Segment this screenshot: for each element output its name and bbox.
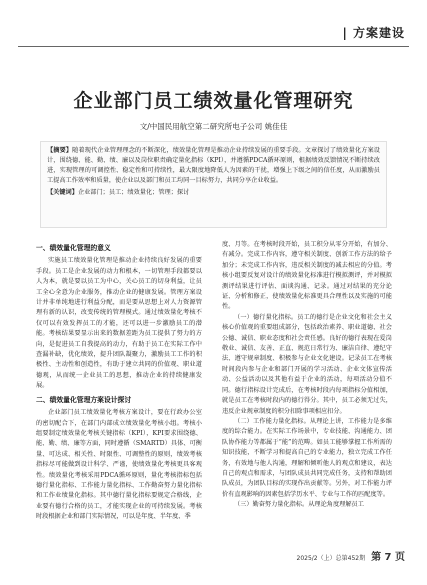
keywords xyxy=(47,188,380,198)
paragraph: （三）勤奋努力量化指标。从理论角度理解员工 xyxy=(234,501,364,509)
right-column xyxy=(222,240,392,511)
abstract-label: 【摘要】 xyxy=(47,147,73,154)
section-heading: 一、绩效量化管理的意义 xyxy=(36,244,111,252)
paragraph: 企业部门员工绩效量化考核方案设计，要在行政办公室的密切配合下，在部门内部成立绩效量化考核小组。考核小组要制定绩效量化考核关键指标（KPI），KPI要求围绕德、能、勤、绩、廉等方面，同时遵循（SMARTD）具体、可衡量、可达成、相关性、时限性、可调整性的原则，绩效考核指标尽可能做到设计科学、严谨，使绩效量化考核更具客观性。绩效量化考核采用PDCA循环原则，量化考核指标包括德行量化指标、工作能力量化指标、工作勤奋努力量化指标和工作业绩量化指标。其中德行量化指标要规定合格线，企业要有德行合格的员工，才能实现企业的可持续发展。考核时段根据企业和部门实际情况，可以是年度、半年度、季 xyxy=(36,409,202,521)
keywords-label: 【关键词】 xyxy=(47,189,78,196)
paragraph: （二）工作能力量化指标。从理论上讲，工作能力是多维度的综合能力。在实际工作场景中，专业技能、沟通能力、团队协作能力等都属于“能”的范畴。如员工能够掌握工作所需的知识技能，不断学习和提高自己的专业能力，独立完成工作任务，有效地与他人沟通，理解和倾听他人的观点和建议，表达自己的观点和需求，与团队成员共同完成任务，支持和帮助团队成员，为团队目标的实现作出贡献等。另外，对工作能力评价有直观影响的因素包括学历水平、专业与工作的匹配度等。 xyxy=(222,417,392,498)
article-title: 企业部门员工绩效量化管理研究 xyxy=(73,90,354,112)
paragraph: 度、月等。在考核时段开始，员工积分从零分开始，有加分、有减分。完成工作内容，遵守相关制度、创新工作方法的给予加分；未完成工作内容，违反相关制度的减去相应的分值。考核小组要反复对设计的绩效量化标准进行模拟测评，并对模拟测评结果进行评估、面谈沟通、记录。通过对结果的充分论证、分析和修正，使绩效量化标准更具合理性以及实施的可能性。 xyxy=(222,241,392,311)
section-tag: | 方案建设 xyxy=(342,26,405,40)
issue-info: 2025/2（上）总第452期 xyxy=(296,555,366,562)
paragraph: 实施员工绩效量化管理是推动企业持续良好发展的重要手段。员工是企业发展的动力和根本，一切管理手段都要以人为本，就是要以员工为中心，关心员工的切身利益，让员工全心全意为企业服务，推动企业的健康发展。管理方案设计并非单纯地进行利益分配，而是要从思想上对人力资源管理有新的认识，改变传统的管理模式。通过绩效量化考核不仅可以有效发挥员工的才能，还可以进一步激励员工的潜能。考核结果要显示出来的数据差距为员工提供了努力的方向，是促进员工自我提高的动力，有助于员工在实际工作中查漏补缺，优化绩效，提升团队凝聚力，激励员工工作的积极性、主动性和创造性，有助于建立共同的价值观、职业道德观，从而统一企业员工的思想，推动企业的持续健康发展。 xyxy=(36,257,202,390)
left-column xyxy=(36,240,202,523)
abstract-box xyxy=(40,141,387,228)
abstract-text xyxy=(47,146,380,186)
section-heading: 二、绩效量化管理方案设计探讨 xyxy=(36,395,132,404)
page-footer xyxy=(297,548,405,563)
header-rule xyxy=(18,46,409,47)
abstract-body: 随着现代企业管理理念的不断深化，绩效量化管理是推动企业持续发展的重要手段。文章探讨了绩效量化方案设计，围绕德、能、勤、绩、廉以及岗位职责确定量化指标（KPI），并遵循PDCA循环原则，根据绩效反馈情况不断持续改进，实现管理的可调控性、稳定性和可持续性，最大限度地降低人为因素的干扰，增强上下级之间的信任度，从而激励员工提高工作效率和质量，使企业以及部门和员工均同一目标努力，共同分享企业收益。 xyxy=(47,147,380,184)
author-line: 文/中国民用航空第二研究所电子公司 姚佳佳 xyxy=(139,122,288,131)
paragraph: （一）德行量化指标。员工的德行是企业文化和社会主义核心价值观的重要组成部分，包括政治素养、职业道德、社会公德、诚信、职业态度和社会责任感。良好的德行表现在爱岗敬业、诚信、友善、正直、规范日常行为、廉洁自律、遵纪守法、遵守规章制度、积极参与企业文化建设。记录员工在考核时间段内参与企业和部门开展的学习活动、企业文体宣传活动、公益活动以及其他有益于企业的活动，每项活动分值不同。德行指标设计完成后，在考核时段内每项指标分值相加，就是员工在考核时段内的德行得分。其中，员工必须无过失，违反企业规章制度的积分扣除事项相应扣分。 xyxy=(222,313,392,415)
page-number: 第 7 页 xyxy=(371,552,405,563)
keywords-body: 企业部门；员工；绩效量化；管理；探讨 xyxy=(77,189,190,196)
